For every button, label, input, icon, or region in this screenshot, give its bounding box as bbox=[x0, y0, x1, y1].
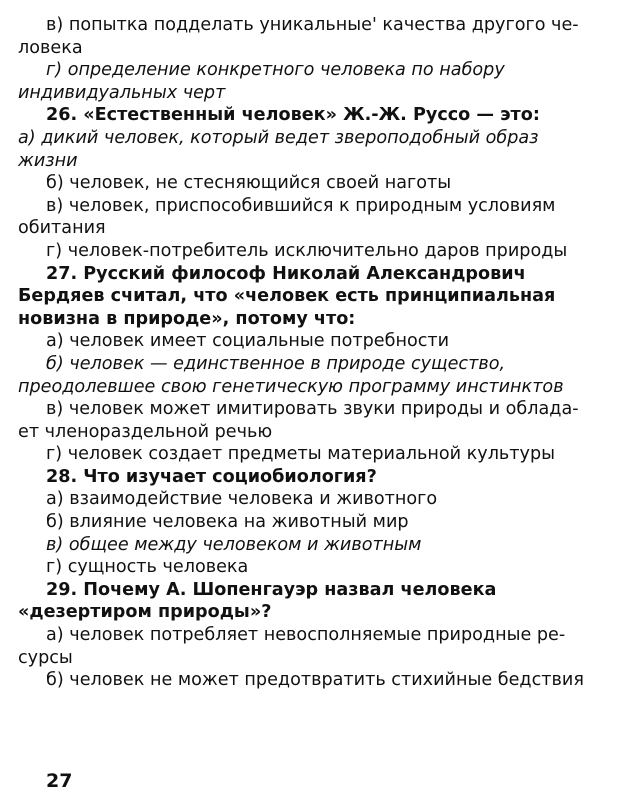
option-line: а) дикий человек, который ведет звероподобный образ bbox=[18, 127, 539, 148]
question-27-continuation: Бердяев считал, что «человек есть принципиальная bbox=[18, 286, 556, 307]
option-line-continuation: индивидуальных черт bbox=[18, 82, 226, 103]
option-line-continuation: ловека bbox=[18, 37, 83, 58]
option-line: в) общее между человеком и животным bbox=[46, 534, 422, 555]
option-line: а) человек имеет социальные потребности bbox=[46, 331, 450, 352]
option-line: а) взаимодействие человека и животного bbox=[46, 489, 438, 510]
question-29-continuation: «дезертиром природы»? bbox=[18, 602, 272, 623]
option-line-continuation: обитания bbox=[18, 218, 106, 239]
option-line: г) человек-потребитель исключительно даров природы bbox=[46, 240, 568, 261]
option-line: г) определение конкретного человека по набору bbox=[46, 60, 505, 81]
option-line: б) человек, не стесняющийся своей наготы bbox=[46, 173, 452, 194]
option-line: а) человек потребляет невосполняемые природные ре- bbox=[46, 625, 566, 646]
option-line-continuation: преодолевшее свою генетическую программу инстинктов bbox=[18, 376, 564, 397]
option-line: б) влияние человека на животный мир bbox=[46, 512, 409, 533]
option-line: в) попытка подделать уникальные' качества другого че- bbox=[46, 15, 579, 35]
question-28: 28. Что изучает социобиология? bbox=[46, 466, 377, 487]
page-number: 27 bbox=[46, 770, 73, 792]
option-line: б) человек не может предотвратить стихийные бедствия bbox=[46, 670, 584, 691]
option-line: б) человек — единственное в природе существо, bbox=[46, 353, 506, 374]
option-line: в) человек может имитировать звуки природы и облада- bbox=[46, 399, 579, 420]
question-29: 29. Почему А. Шопенгауэр назвал человека bbox=[46, 579, 497, 600]
option-line: г) сущность человека bbox=[46, 557, 249, 578]
question-26: 26. «Естественный человек» Ж.-Ж. Руссо — это: bbox=[46, 105, 540, 126]
question-27: 27. Русский философ Николай Александрович bbox=[46, 263, 526, 284]
option-line-continuation: сурсы bbox=[18, 647, 73, 668]
option-line: г) человек создает предметы материальной культуры bbox=[46, 444, 556, 465]
document-body bbox=[18, 14, 622, 692]
question-27-continuation: новизна в природе», потому что: bbox=[18, 308, 356, 329]
option-line-continuation: ет членораздельной речью bbox=[18, 421, 273, 442]
option-line-continuation: жизни bbox=[18, 150, 78, 171]
option-line: в) человек, приспособившийся к природным условиям bbox=[46, 195, 556, 216]
